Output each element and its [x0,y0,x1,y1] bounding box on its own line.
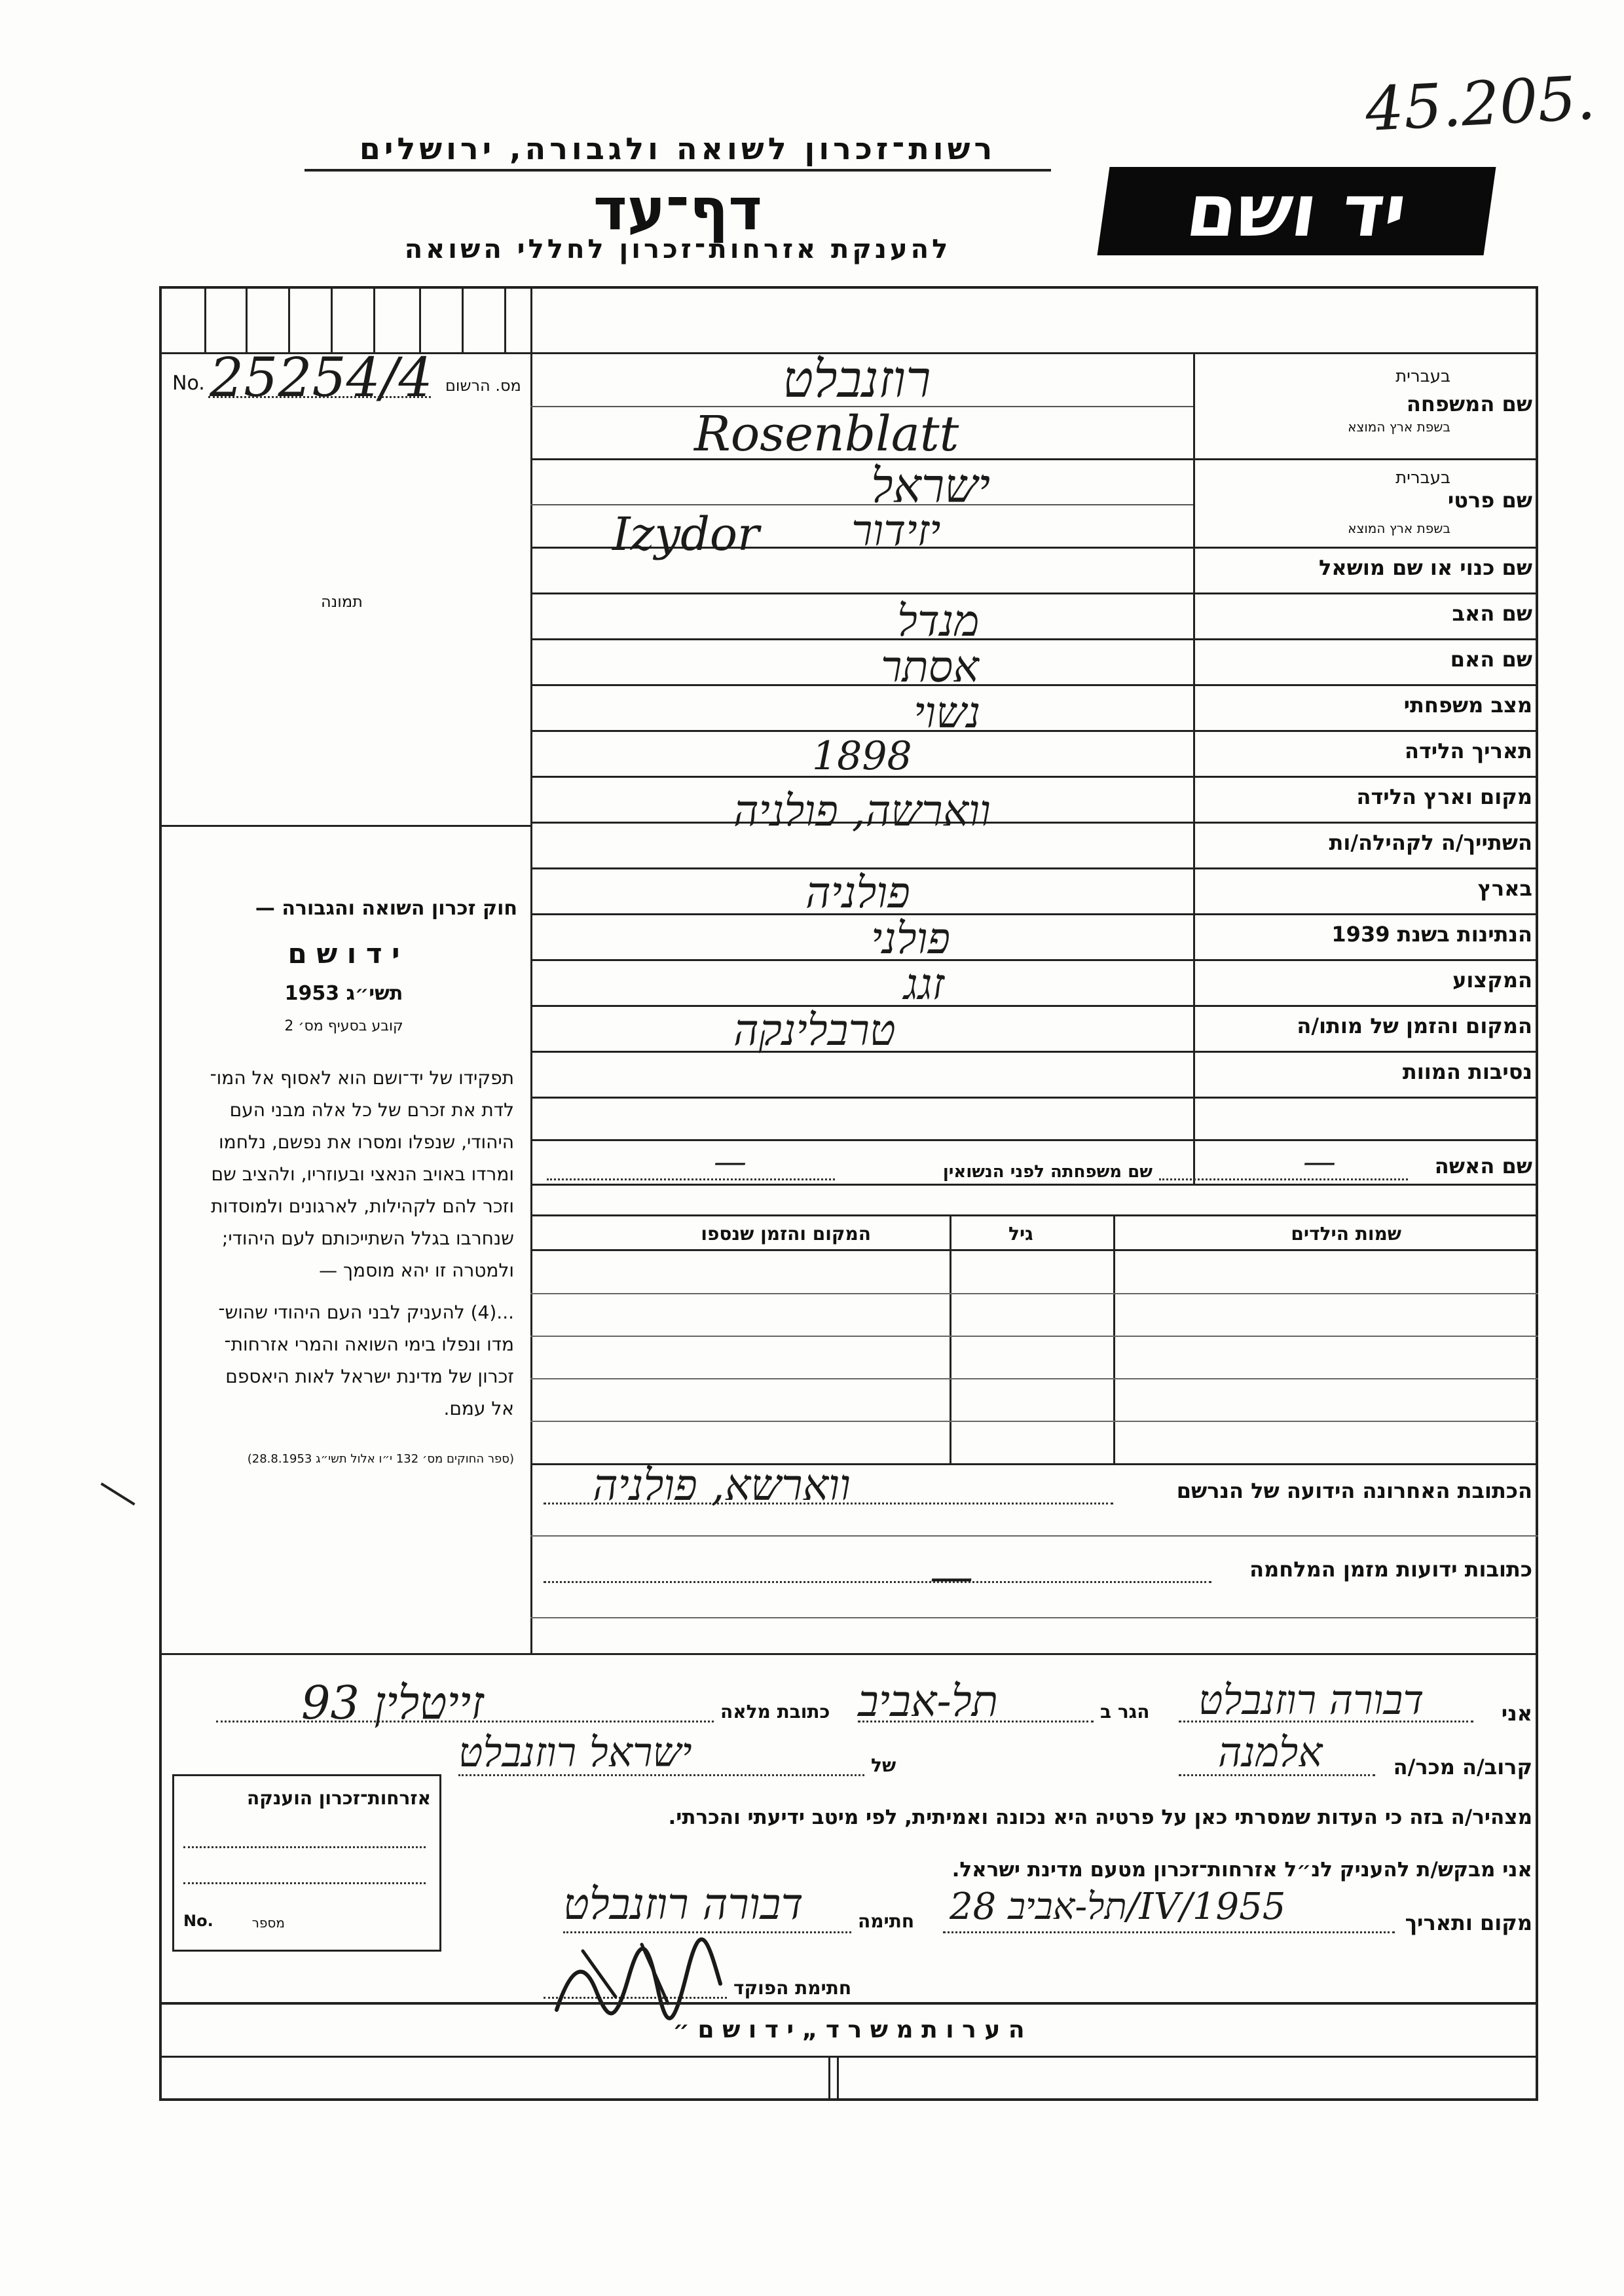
children-row-line [530,1378,1538,1379]
strip-divider [331,286,333,354]
declarant-address-label: כתובת מלאה [720,1701,830,1722]
wife-line [1159,1178,1408,1180]
frame-top [159,286,1538,289]
label-divider [1193,352,1195,1184]
office-notes-divider [837,2056,839,2098]
citizenship-label: הנתינות בשנת 1939 [1331,922,1532,947]
declarant-i-label: אני [1501,1701,1532,1726]
photo-label: תמונה [321,592,363,611]
community-label: השתייך/ה לקהילה/ות [1329,830,1532,855]
strip-divider [288,286,290,354]
relation-of-label: של [871,1755,896,1776]
children-place-header: המקום והזמן שנספו [701,1223,871,1245]
maiden-value: — [714,1142,747,1180]
maiden-name-label: שם משפחתה לפני הנשואין [942,1162,1153,1182]
signature-label: חתימה [858,1910,915,1932]
law-citation: (ספר החוקים מס׳ 132 י״ו אלול תשי״ג 28.8.1953) [247,1452,514,1466]
children-row-line [530,1293,1538,1294]
cause-label: נסיבות המוות [1402,1059,1532,1084]
law-line: וזכר להם לקהילות, לארגונים ולמוסדות [211,1195,514,1217]
relation-of-name: ישראל רוזנבלט [458,1728,692,1776]
strip-divider [419,286,421,354]
wife-value: — [1303,1142,1336,1180]
law-line: היהודי, שנפלו ומסרו את נפשם, נלחמו [219,1131,514,1153]
law-line: אל עמם. [443,1398,514,1419]
maiden-line [547,1178,835,1180]
declarant-address: זייטלין 93 [301,1676,484,1730]
row-line [530,822,1538,824]
address-section-bottom [159,1653,1538,1655]
children-row-line [530,1421,1538,1422]
law-line: ומרדו באויב הנאצי ובעוזריו, ולהציב שם [211,1163,514,1185]
last-address-label: הכתובת האחרונה הידועה של הנרשם [1176,1478,1532,1503]
war-address-value: — [930,1552,973,1602]
officer-signature-label: חתימת הפוקד [733,1977,852,1999]
file-number: 45.205. [1363,62,1597,145]
law-line: שנחרבו בגלל השתייכותם לעם היהודי; [221,1228,514,1249]
row-line [530,959,1538,961]
children-header-bottom [530,1249,1538,1251]
profession-label: המקצוע [1452,968,1532,993]
page-subtitle: להענקת אזרחות־זכרון לחללי השואה [404,234,951,264]
row-line [530,913,1538,915]
law-line: מדו ונפלו בימי השואה והמרי אזרחות־ [224,1334,514,1355]
frame-left [159,286,162,2100]
birth-place-value: ווארשה, פולניה [733,786,991,836]
strip-divider [204,286,206,354]
first-origin-label: בשפת ארץ המוצא [1348,520,1450,536]
office-notes-divider [828,2056,830,2098]
office-section-top [159,2002,1538,2005]
family-name-hebrew: רוזנבלט [783,350,931,409]
strip-divider [504,286,506,354]
children-col-divider [1113,1214,1115,1463]
children-age-header: גיל [1008,1223,1033,1245]
declarant-signature: דבורה רוזנבלט [563,1879,803,1929]
death-value: טרבלינקה [733,1005,896,1055]
first-name-hebrew: ישראל [871,458,991,513]
country-value: פולניה [805,867,910,918]
registration-no-prefix: No. [172,372,205,395]
certificate-no-prefix: No. [183,1912,213,1930]
first-hebrew-label: בעברית [1395,468,1450,488]
strip-divider [246,286,248,354]
frame-right [1536,286,1538,2100]
birth-place-label: מקום וארץ הלידה [1356,784,1532,809]
declaration-line-2: אני מבקש/ת להעניק לנ״ל אזרחות־זכרון מטעם מדינת ישראל. [951,1858,1532,1882]
row-line [530,867,1538,869]
certificate-line [183,1846,426,1848]
law-clause: קובע בסעיף מס׳ 2 [284,1018,403,1034]
strip-divider [462,286,464,354]
children-col-divider [950,1214,951,1463]
first-name-alt-hebrew: יזידור [851,505,941,556]
relation-label: קרוב/ה מכר/ה [1393,1755,1532,1779]
first-name-origin: Izydor [612,507,760,561]
row-line [530,458,1538,460]
declaration-line-1: מצהיר/ה בזה כי העדות שמסרתי כאן על פרטיה היא נכונה ואמיתית, לפי מיטב ידיעתי והכרתי. [668,1806,1532,1829]
children-header-top [530,1214,1538,1216]
country-label: בארץ [1477,876,1532,901]
law-line: תפקידו של יד־ושם הוא לאסוף אל המו־ [210,1067,514,1089]
certificate-line [183,1882,426,1884]
profession-value: זגג [904,959,944,1010]
row-line [530,1097,1538,1099]
row-line [530,1139,1538,1141]
address-row-line [530,1535,1538,1537]
wife-label: שם האשה [1434,1154,1532,1178]
birth-date-label: תאריך הלידה [1404,738,1532,763]
office-notes-line [159,2056,1538,2058]
marital-value: נשוי [913,687,981,738]
war-address-line [544,1581,1211,1583]
declarant-resides-label: הגר ב [1100,1701,1150,1722]
mother-value: אסתר [881,642,979,692]
mother-label: שם האם [1450,647,1532,672]
row-line [530,684,1538,686]
family-name-origin: Rosenblatt [694,406,959,462]
strip-divider [373,286,375,354]
law-title: חוק זכרון השואה והגבורה — [255,897,517,920]
children-row-line [530,1336,1538,1337]
first-name-label: שם פרטי [1447,488,1532,513]
page-title: דף־עד [593,175,762,243]
family-name-label: שם המשפחה [1406,392,1532,416]
row-line [530,1005,1538,1007]
declarant-name: דבורה רוזנבלט [1198,1676,1424,1724]
column-divider [530,286,532,1654]
declarant-city: תל-אביב [858,1676,998,1726]
relation-value: אלמנה [1218,1728,1323,1776]
last-address-value: ווארשא, פולניה [593,1460,851,1510]
citizenship-value: פולני [871,913,951,964]
place-date-label: מקום ותאריך [1405,1910,1532,1935]
row-line [530,592,1538,594]
law-line: ...(4) להעניק לבני העם היהודי שהוש־ [218,1302,514,1323]
certificate-number-label: מספר [251,1915,285,1931]
family-hebrew-label: בעברית [1395,367,1450,386]
law-line: ולמטרה זו יהא מוסמך — [319,1260,514,1281]
row-line [530,730,1538,732]
yad-vashem-logo: יד ושם [1098,167,1496,255]
office-notes-title: ה ע ר ו ת מ ש ר ד „ י ד ו ש ם ״ [673,2016,1025,2043]
father-label: שם האב [1452,601,1532,626]
officer-signature-scribble [544,1931,740,2030]
row-line [530,638,1538,640]
nickname-label: שם כנוי או שם מושאל [1318,555,1532,580]
father-value: מנדל [897,596,980,646]
children-names-header: שמות הילדים [1291,1223,1401,1245]
address-row-line [530,1617,1538,1618]
registration-number: 25254/4 [210,347,433,409]
row-line [530,1051,1538,1053]
certificate-title: אזרחות־זכרון הוענקה [247,1787,431,1809]
law-year: תשי״ג 1953 [284,982,403,1005]
birth-date-value: 1898 [812,733,912,779]
authority-name: רשות־זכרון לשואה ולגבורה, ירושלים [359,131,997,166]
margin-mark [100,1482,135,1505]
law-line: זכרון של מדינת ישראל לאות היאספם [225,1366,514,1387]
frame-bottom [159,2098,1538,2101]
row-line [530,776,1538,778]
law-name: י ד ו ש ם [287,938,400,970]
row-line [530,1184,1538,1186]
registration-label: מס. הרשום [445,376,521,395]
place-date-value: תל-אביב 28/IV/1955 [950,1886,1286,1928]
death-label: המקום והזמן של מותו/ה [1297,1013,1532,1038]
family-origin-label: בשפת ארץ המוצא [1348,419,1450,435]
law-line: לדת את זכרם של כל אלה מבני העם [229,1099,514,1121]
war-address-label: כתובות ידועות מזמן המלחמה [1249,1557,1532,1582]
marital-label: מצב משפחתי [1403,693,1532,718]
photo-box-bottom [159,825,530,827]
authority-underline [304,169,1051,172]
place-date-line [943,1931,1395,1933]
registration-line [208,396,431,398]
